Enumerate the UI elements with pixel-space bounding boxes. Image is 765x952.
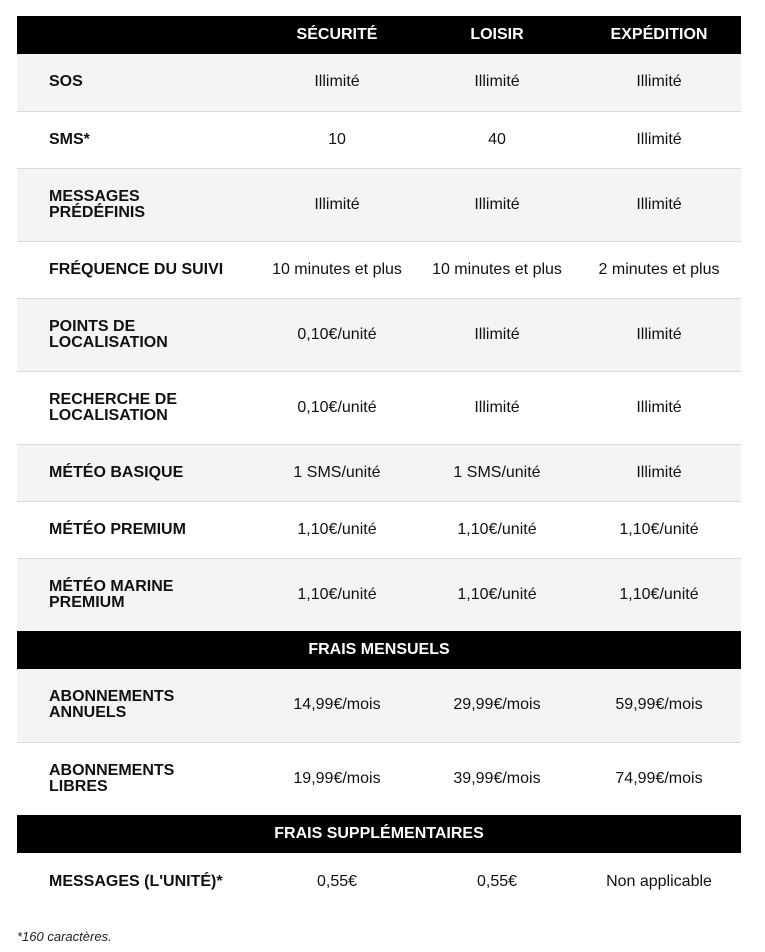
cell-value: Illimité — [257, 168, 417, 241]
row-label: MESSAGES (L'UNITÉ)* — [49, 872, 223, 890]
header-blank — [17, 16, 257, 54]
section-title: FRAIS SUPPLÉMENTAIRES — [17, 815, 741, 853]
cell-value: Illimité — [577, 168, 741, 241]
cell-value: 0,10€/unité — [257, 298, 417, 371]
cell-value: 40 — [417, 111, 577, 168]
cell-value: 19,99€/mois — [293, 769, 381, 787]
cell-value: 1,10€/unité — [577, 501, 741, 558]
cell-value: Illimité — [417, 371, 577, 444]
cell-value: 1,10€/unité — [257, 558, 417, 631]
row-label: FRÉQUENCE DU SUIVI — [17, 241, 257, 298]
column-header-securite: SÉCURITÉ — [257, 16, 417, 54]
row-label: RECHERCHE DE LOCALISATION — [17, 371, 257, 444]
cell-value: Illimité — [577, 371, 741, 444]
cell-value: Non applicable — [606, 872, 712, 890]
row-label: MÉTÉO MARINE PREMIUM — [17, 558, 257, 631]
section-header-monthly — [17, 631, 741, 669]
cell-value: 1,10€/unité — [257, 501, 417, 558]
cell-value: 59,99€/mois — [577, 669, 741, 742]
row-label: ABONNEMENTS ANNUELS — [17, 669, 257, 742]
row-label: MÉTÉO PREMIUM — [17, 501, 257, 558]
cell-value: Illimité — [577, 54, 741, 111]
cell-value: 10 — [257, 111, 417, 168]
table-row — [17, 742, 741, 815]
section-title: FRAIS MENSUELS — [17, 631, 741, 669]
cell-value: 14,99€/mois — [257, 669, 417, 742]
table-row — [17, 241, 741, 298]
cell-value: 2 minutes et plus — [577, 241, 741, 298]
table-row — [17, 111, 741, 168]
column-header-expedition: EXPÉDITION — [577, 16, 741, 54]
cell-value: Illimité — [417, 54, 577, 111]
cell-value: 1 SMS/unité — [257, 444, 417, 501]
cell-value: 1,10€/unité — [577, 558, 741, 631]
cell-value: 0,55€ — [316, 872, 358, 890]
cell-value: 29,99€/mois — [417, 669, 577, 742]
row-label: ABONNEMENTS LIBRES — [49, 761, 175, 795]
row-label: SMS* — [17, 111, 257, 168]
cell-value: 39,99€/mois — [453, 769, 541, 787]
table-row — [17, 54, 741, 111]
cell-value: 74,99€/mois — [615, 769, 703, 787]
table-row — [17, 168, 741, 241]
column-header-loisir: LOISIR — [417, 16, 577, 54]
cell-value: Illimité — [257, 54, 417, 111]
row-label: MÉTÉO BASIQUE — [17, 444, 257, 501]
cell-value: Illimité — [577, 298, 741, 371]
section-header-extra — [17, 815, 741, 853]
cell-value: 0,55€ — [476, 872, 518, 890]
pricing-table — [17, 16, 741, 910]
cell-value: Illimité — [417, 298, 577, 371]
table-row — [17, 501, 741, 558]
table-row — [17, 853, 741, 910]
row-label: MESSAGES PRÉDÉFINIS — [17, 168, 257, 241]
table-header — [17, 16, 741, 54]
row-label: POINTS DE LOCALISATION — [17, 298, 257, 371]
cell-value: 1,10€/unité — [417, 501, 577, 558]
cell-value: Illimité — [577, 111, 741, 168]
table-row — [17, 558, 741, 631]
cell-value: 1 SMS/unité — [417, 444, 577, 501]
table-row — [17, 669, 741, 742]
table-row — [17, 371, 741, 444]
cell-value: Illimité — [417, 168, 577, 241]
table-row — [17, 444, 741, 501]
cell-value: 10 minutes et plus — [257, 241, 417, 298]
cell-value: Illimité — [577, 444, 741, 501]
footnote: *160 caractères. — [17, 929, 112, 944]
cell-value: 0,10€/unité — [257, 371, 417, 444]
cell-value: 1,10€/unité — [417, 558, 577, 631]
cell-value: 10 minutes et plus — [417, 241, 577, 298]
table-row — [17, 298, 741, 371]
row-label: SOS — [17, 54, 257, 111]
